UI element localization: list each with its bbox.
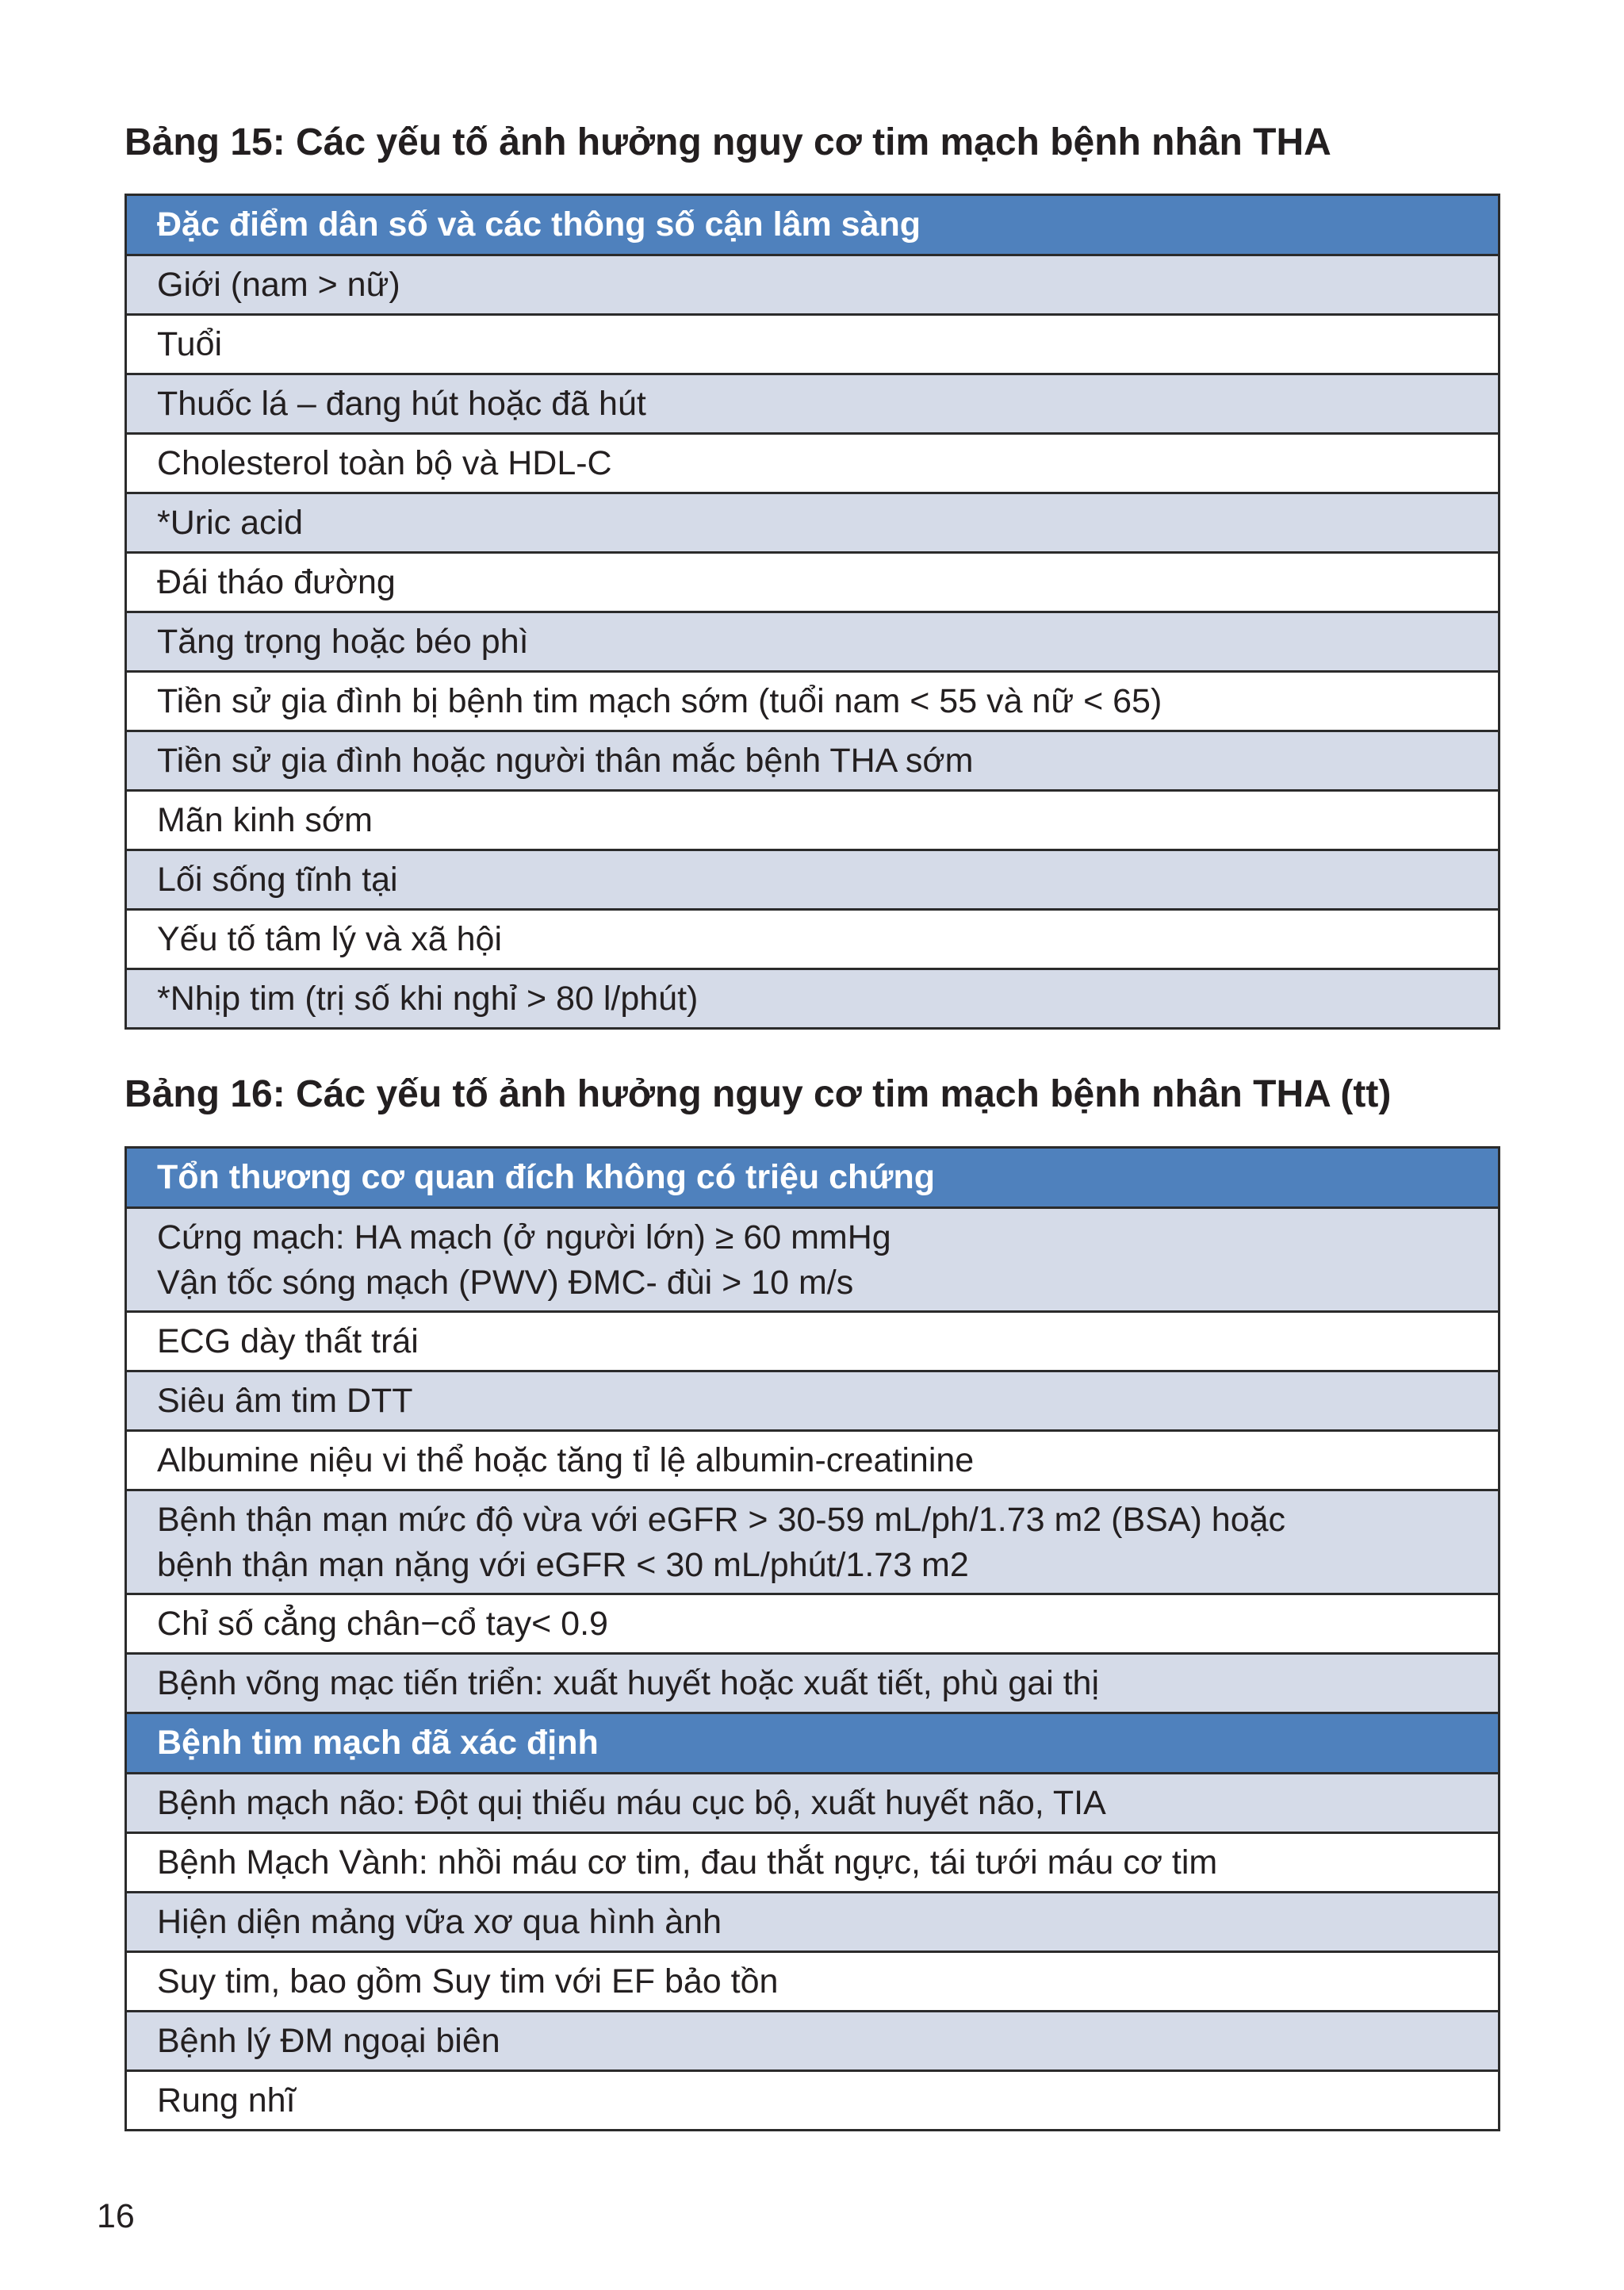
table-cell: Albumine niệu vi thể hoặc tăng tỉ lệ albumin-creatinine [126,1431,1500,1490]
table-row [126,493,1500,553]
table-row [126,374,1500,434]
table-15 [124,194,1500,1030]
table-header-row [126,1148,1500,1208]
table-row [126,612,1500,672]
table-cell: Yếu tố tâm lý và xã hội [126,910,1500,969]
page-number: 16 [97,2197,135,2235]
table-row [126,2012,1500,2071]
table-row [126,1490,1500,1594]
table-16-caption: Bảng 16: Các yếu tố ảnh hưởng nguy cơ tim mạch bệnh nhân THA (tt) [124,1073,1392,1115]
table-cell: Rung nhĩ [126,2071,1500,2131]
table-cell: Bệnh Mạch Vành: nhồi máu cơ tim, đau thắt ngực, tái tưới máu cơ tim [126,1833,1500,1893]
table-row [126,850,1500,910]
table-row [126,1893,1500,1952]
cell-line: Vận tốc sóng mạch (PWV) ĐMC- đùi > 10 m/s [157,1264,854,1302]
table-cell: Thuốc lá – đang hút hoặc đã hút [126,374,1500,434]
table-row [126,1431,1500,1490]
table-cell: Cholesterol toàn bộ và HDL-C [126,434,1500,493]
cell-line: Bệnh thận mạn mức độ vừa với eGFR > 30-59 mL/ph/1.73 m2 (BSA) hoặc [157,1501,1286,1539]
table-row [126,731,1500,791]
table-header-row [126,1713,1500,1774]
table-cell: Bệnh võng mạc tiến triển: xuất huyết hoặc xuất tiết, phù gai thị [126,1654,1500,1713]
table-row [126,1594,1500,1654]
table-cell: *Uric acid [126,493,1500,553]
table-row [126,1312,1500,1371]
table-cell [126,1208,1500,1312]
cell-line: bệnh thận mạn nặng với eGFR < 30 mL/phút/1.73 m2 [157,1546,969,1584]
table-cell: ECG dày thất trái [126,1312,1500,1371]
table-cell: Lối sống tĩnh tại [126,850,1500,910]
table-cell: Suy tim, bao gồm Suy tim với EF bảo tồn [126,1952,1500,2012]
table-cell [126,1490,1500,1594]
table-header-row [126,195,1500,255]
table-cell: Hiện diện mảng vữa xơ qua hình ành [126,1893,1500,1952]
table-row [126,2071,1500,2131]
table-row [126,969,1500,1029]
table-cell: Giới (nam > nữ) [126,255,1500,315]
table-15-caption: Bảng 15: Các yếu tố ảnh hưởng nguy cơ tim mạch bệnh nhân THA [124,121,1331,163]
table-row [126,910,1500,969]
table-cell: Bệnh lý ĐM ngoại biên [126,2012,1500,2071]
table-row [126,315,1500,374]
table-row [126,434,1500,493]
table-row [126,255,1500,315]
table-row [126,1833,1500,1893]
table-cell: Chỉ số cẳng chân−cổ tay< 0.9 [126,1594,1500,1654]
table-row [126,1371,1500,1431]
table-row [126,553,1500,612]
table-cell: Đái tháo đường [126,553,1500,612]
table-cell: Tiền sử gia đình hoặc người thân mắc bệnh THA sớm [126,731,1500,791]
table-cell: Tuổi [126,315,1500,374]
table-row [126,1952,1500,2012]
table-cell: *Nhịp tim (trị số khi nghỉ > 80 l/phút) [126,969,1500,1029]
table-row [126,1774,1500,1833]
table-cell: Siêu âm tim DTT [126,1371,1500,1431]
table-16 [124,1146,1500,2131]
section-header-cell: Tổn thương cơ quan đích không có triệu chứng [126,1148,1500,1208]
table-row [126,1208,1500,1312]
table-cell: Mãn kinh sớm [126,791,1500,850]
table-cell: Tiền sử gia đình bị bệnh tim mạch sớm (tuổi nam < 55 và nữ < 65) [126,672,1500,731]
cell-line: Cứng mạch: HA mạch (ở người lớn) ≥ 60 mmHg [157,1218,891,1256]
table-cell: Bệnh mạch não: Đột quị thiếu máu cục bộ, xuất huyết não, TIA [126,1774,1500,1833]
table-row [126,672,1500,731]
table-row [126,791,1500,850]
table-cell: Tăng trọng hoặc béo phì [126,612,1500,672]
table-header-cell: Đặc điểm dân số và các thông số cận lâm sàng [126,195,1500,255]
table-row [126,1654,1500,1713]
section-header-cell: Bệnh tim mạch đã xác định [126,1713,1500,1774]
